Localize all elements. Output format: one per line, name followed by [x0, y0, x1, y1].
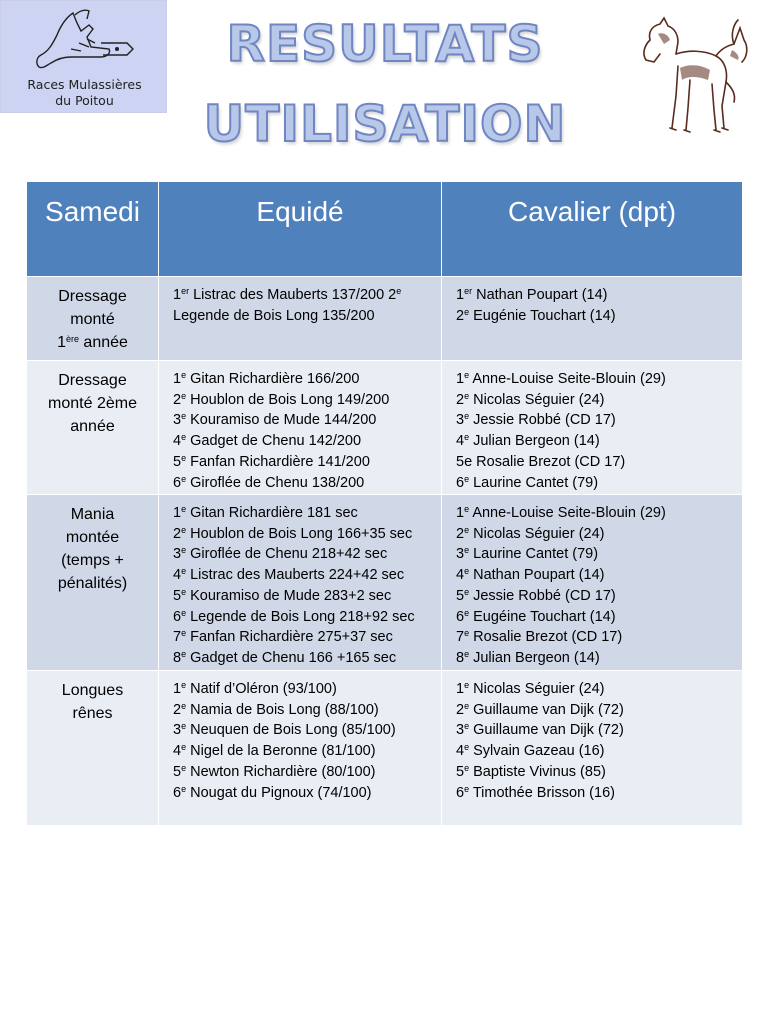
category-line: monté 2ème	[48, 395, 137, 412]
table-row	[27, 277, 743, 361]
table-row	[27, 671, 743, 826]
list-item: 6e Giroflée de Chenu 138/200	[173, 473, 365, 491]
list-item: 3e Neuquen de Bois Long (85/100)	[173, 721, 396, 739]
list-item: 6e Legende de Bois Long 218+92 sec	[173, 607, 415, 625]
horse-illustration-icon	[630, 10, 755, 138]
logo	[0, 0, 167, 113]
category-cell	[27, 277, 159, 361]
ordinal-sup: e	[464, 306, 470, 317]
cavalier-cell	[442, 277, 743, 361]
ordinal-sup: ère	[65, 334, 79, 344]
list-item: 1e Gitan Richardière 181 sec	[173, 504, 358, 521]
category-line: montée	[65, 529, 120, 546]
list-item: 6e Nougat du Pignoux (74/100)	[173, 783, 372, 801]
category-line: pénalités)	[57, 575, 128, 592]
list-item: 2e Namia de Bois Long (88/100)	[173, 700, 379, 718]
header-samedi: Samedi	[27, 182, 159, 277]
ordinal-sup: er	[181, 286, 190, 296]
list-item: 2e Nicolas Séguier (24)	[456, 524, 605, 542]
mule-logo-icon	[31, 7, 136, 75]
list-item: 5e Fanfan Richardière 141/200	[173, 452, 370, 470]
list-item: 4e Listrac des Mauberts 224+42 sec	[173, 566, 405, 584]
table-row	[27, 495, 743, 671]
cavalier-cell	[442, 671, 743, 826]
list-item: 1er Listrac des Mauberts 137/200 2e	[173, 286, 402, 303]
ordinal-sup: er	[464, 286, 473, 296]
list-item: 8e Julian Bergeon (14)	[456, 648, 600, 666]
list-item: 3e Jessie Robbé (CD 17)	[456, 411, 616, 429]
list-item: 4e Julian Bergeon (14)	[456, 432, 600, 450]
list-item: 1er Nathan Poupart (14)	[456, 286, 608, 303]
list-item: 2e Guillaume van Dijk (72)	[456, 700, 624, 718]
list-item: 7e Rosalie Brezot (CD 17)	[456, 628, 623, 646]
list-item: 3e Giroflée de Chenu 218+42 sec	[173, 545, 388, 563]
equide-cell	[159, 671, 442, 826]
category-line: rênes	[72, 705, 113, 722]
category-line: Mania	[70, 506, 115, 523]
list-item: 5e Baptiste Vivinus (85)	[456, 762, 606, 780]
table-header-row	[27, 182, 743, 277]
list-item: 2e Nicolas Séguier (24)	[456, 390, 605, 408]
list-item: 2e Houblon de Bois Long 166+35 sec	[173, 524, 413, 542]
category-line: année	[70, 418, 115, 435]
list-item: 5e Jessie Robbé (CD 17)	[456, 586, 616, 604]
list-item: 3e Guillaume van Dijk (72)	[456, 721, 624, 739]
list-item: 3e Kouramiso de Mude 144/200	[173, 411, 377, 429]
results-table	[26, 181, 743, 826]
header-cavalier: Cavalier (dpt)	[442, 182, 743, 277]
list-item: 2e Eugénie Touchart (14)	[456, 306, 616, 324]
category-cell	[27, 361, 159, 495]
list-item: 5e Newton Richardière (80/100)	[173, 762, 376, 780]
category-line: 1ère année	[57, 334, 128, 351]
list-item: 4e Nathan Poupart (14)	[456, 566, 605, 584]
list-item: 5e Rosalie Brezot (CD 17)	[456, 453, 626, 470]
list-item: 5e Kouramiso de Mude 283+2 sec	[173, 586, 392, 604]
category-line: Dressage	[58, 372, 127, 389]
category-cell	[27, 671, 159, 826]
cavalier-cell	[442, 495, 743, 671]
list-item: 8e Gadget de Chenu 166 +165 sec	[173, 648, 397, 666]
list-item: 1e Natif d’Oléron (93/100)	[173, 680, 337, 697]
category-line: Dressage	[58, 288, 127, 305]
page-title-line1: RESULTATS	[226, 15, 544, 73]
list-item: 1e Anne-Louise Seite-Blouin (29)	[456, 370, 666, 387]
category-line: (temps +	[61, 552, 124, 569]
equide-cell	[159, 495, 442, 671]
list-item: 6e Timothée Brisson (16)	[456, 783, 615, 801]
list-item: 6e Laurine Cantet (79)	[456, 473, 599, 491]
logo-text-line1: Races Mulassières	[27, 77, 142, 92]
list-item: 3e Laurine Cantet (79)	[456, 545, 599, 563]
ordinal-sup: e	[396, 286, 402, 296]
list-item: 2e Houblon de Bois Long 149/200	[173, 390, 390, 408]
list-item: 1e Nicolas Séguier (24)	[456, 680, 605, 697]
cavalier-cell	[442, 361, 743, 495]
category-cell	[27, 495, 159, 671]
equide-cell	[159, 277, 442, 361]
list-item: 4e Nigel de la Beronne (81/100)	[173, 742, 376, 760]
list-item: Legende de Bois Long 135/200	[173, 307, 375, 324]
table-row	[27, 361, 743, 495]
list-item: 4e Sylvain Gazeau (16)	[456, 742, 605, 760]
equide-cell	[159, 361, 442, 495]
logo-text-line2: du Poitou	[55, 93, 114, 108]
list-item: 1e Anne-Louise Seite-Blouin (29)	[456, 504, 666, 521]
list-item: 7e Fanfan Richardière 275+37 sec	[173, 628, 393, 646]
list-item: 6e Eugéine Touchart (14)	[456, 607, 616, 625]
list-item: 1e Gitan Richardière 166/200	[173, 370, 360, 387]
list-item: 4e Gadget de Chenu 142/200	[173, 432, 362, 450]
header-equide: Equidé	[159, 182, 442, 277]
category-line: monté	[70, 311, 115, 328]
page-title-line2: UTILISATION	[203, 95, 567, 153]
category-line: Longues	[61, 682, 124, 699]
